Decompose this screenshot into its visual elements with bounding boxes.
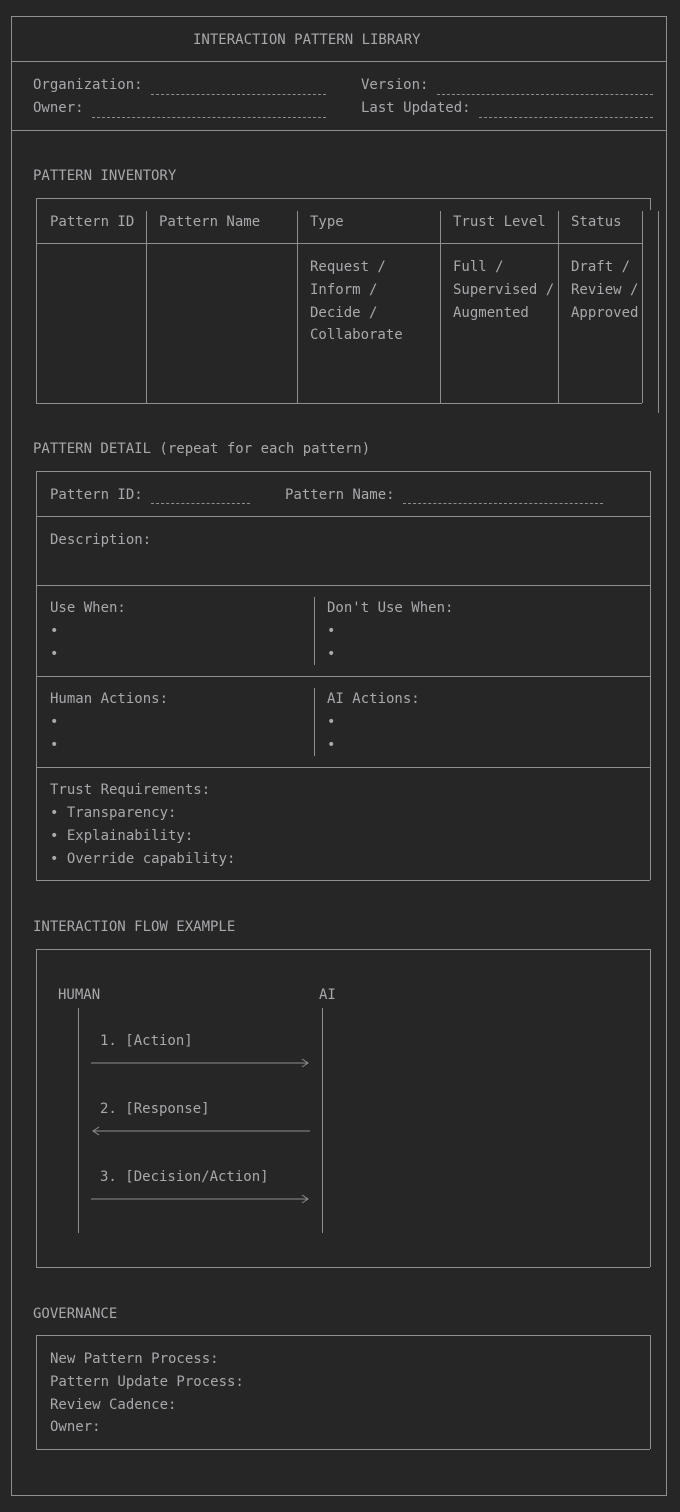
organization-label: Organization: (33, 77, 143, 93)
use-when-bullet: • (50, 623, 59, 639)
governance-box-top (36, 1335, 650, 1336)
human-actions-label: Human Actions: (50, 691, 169, 707)
human-actions-bullet: • (50, 714, 59, 730)
trust-item-transparency: • Transparency: (50, 805, 177, 821)
type-option: Collaborate (310, 327, 403, 343)
page-title: INTERACTION PATTERN LIBRARY (193, 32, 421, 48)
flow-heading: INTERACTION FLOW EXAMPLE (33, 919, 236, 935)
human-actions-bullet: • (50, 737, 59, 753)
trust-item-explainability: • Explainability: (50, 828, 194, 844)
type-option: Inform / (310, 282, 378, 298)
trust-option: Augmented (453, 305, 529, 321)
governance-box-left (36, 1335, 37, 1449)
col-header-pattern-name: Pattern Name (159, 214, 261, 230)
pattern-id-label: Pattern ID: (50, 487, 143, 503)
governance-box-bottom (36, 1449, 650, 1450)
use-when-label: Use When: (50, 600, 126, 616)
status-option: Review / (571, 282, 639, 298)
col-header-status: Status (571, 214, 622, 230)
status-option: Draft / (571, 259, 631, 275)
status-option: Approved (571, 305, 639, 321)
dont-use-when-bullet: • (327, 623, 336, 639)
governance-new-pattern-process: New Pattern Process: (50, 1351, 219, 1367)
trust-option: Full / (453, 259, 504, 275)
flow-step-2-label: 2. [Response] (100, 1101, 210, 1117)
use-when-bullet: • (50, 646, 59, 662)
pattern-name-label: Pattern Name: (285, 487, 395, 503)
type-option: Request / (310, 259, 386, 275)
version-label: Version: (361, 77, 429, 93)
inventory-heading: PATTERN INVENTORY (33, 168, 177, 184)
col-header-trust-level: Trust Level (453, 214, 546, 230)
governance-update-process: Pattern Update Process: (50, 1374, 244, 1390)
type-option: Decide / (310, 305, 378, 321)
dont-use-when-label: Don't Use When: (327, 600, 454, 616)
detail-heading: PATTERN DETAIL (repeat for each pattern) (33, 441, 371, 457)
ai-actions-label: AI Actions: (327, 691, 420, 707)
human-lane-label: HUMAN (58, 987, 101, 1003)
ai-actions-bullet: • (327, 714, 336, 730)
col-header-pattern-id: Pattern ID (50, 214, 135, 230)
trust-item-override: • Override capability: (50, 851, 236, 867)
ai-actions-bullet: • (327, 737, 336, 753)
ai-lane-label: AI (319, 987, 336, 1003)
governance-owner: Owner: (50, 1419, 101, 1435)
governance-heading: GOVERNANCE (33, 1306, 118, 1322)
owner-label: Owner: (33, 100, 84, 116)
governance-review-cadence: Review Cadence: (50, 1397, 177, 1413)
description-label: Description: (50, 532, 152, 548)
col-header-type: Type (310, 214, 344, 230)
dont-use-when-bullet: • (327, 646, 336, 662)
governance-box-right (650, 1335, 651, 1449)
flow-step-3-label: 3. [Decision/Action] (100, 1169, 269, 1185)
trust-option: Supervised / (453, 282, 555, 298)
flow-step-1-label: 1. [Action] (100, 1033, 193, 1049)
last-updated-label: Last Updated: (361, 100, 471, 116)
trust-requirements-label: Trust Requirements: (50, 782, 211, 798)
